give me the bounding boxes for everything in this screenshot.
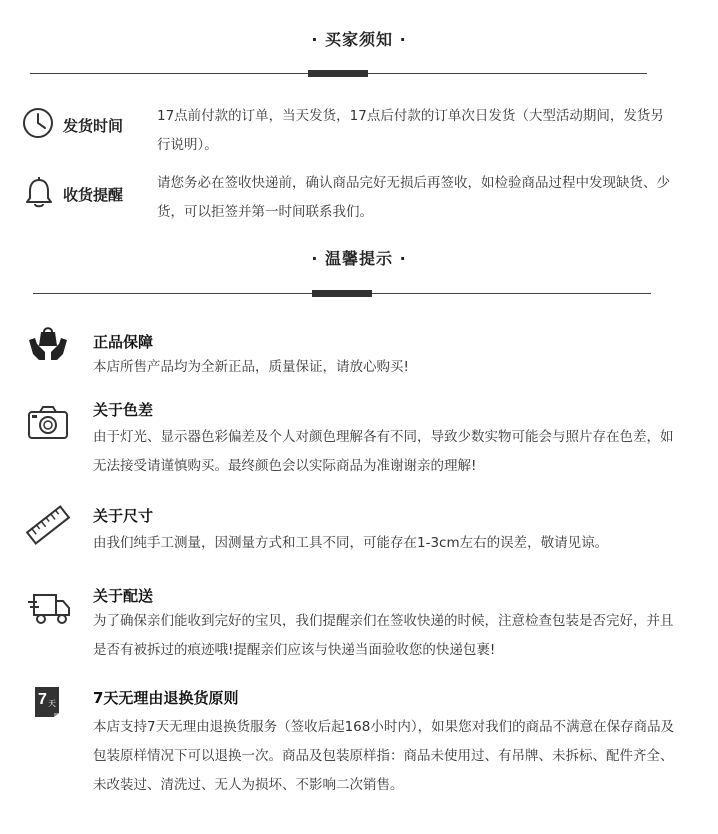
tip-title-color: 关于色差 bbox=[93, 401, 154, 419]
tip-title-size: 关于尺寸 bbox=[93, 507, 154, 525]
tip-text-return: 本店支持7天无理由退换货服务（签收后起168小时内），如果您对我们的商品不满意在保存商品及包装原样情况下可以退换一次。商品及包装原样指：商品未使用过、有吊牌、未拆标、配件齐全、未改装过、清洗过、无人为损坏、不影响二次销售。 bbox=[93, 719, 675, 793]
receipt-reminder-label: 收货提醒 bbox=[63, 186, 124, 204]
tip-text-authentic: 本店所售产品均为全新正品，质量保证，请放心购买! bbox=[93, 359, 409, 375]
hands-bag-icon bbox=[27, 326, 69, 362]
buyer-notice-divider-bar bbox=[308, 70, 368, 77]
warm-tips-divider-bar bbox=[312, 290, 372, 297]
delivery-truck-icon bbox=[27, 592, 71, 626]
buyer-notice-title: · 买家须知 · bbox=[311, 30, 407, 49]
ruler-icon bbox=[26, 505, 70, 545]
seven-day-icon-number: 7 bbox=[38, 691, 47, 708]
bell-icon bbox=[24, 176, 54, 210]
seven-day-icon bbox=[32, 685, 62, 719]
shipping-time-label: 发货时间 bbox=[63, 117, 124, 135]
clock-icon bbox=[22, 107, 54, 139]
tip-title-authentic: 正品保障 bbox=[93, 333, 154, 351]
tip-title-return: 7天无理由退换货原则 bbox=[93, 689, 239, 707]
seven-day-icon-unit: 天 bbox=[48, 699, 56, 708]
tip-text-size: 由我们纯手工测量，因测量方式和工具不同，可能存在1-3cm左右的误差，敬请见谅。 bbox=[93, 535, 609, 551]
tip-text-color: 由于灯光、显示器色彩偏差及个人对颜色理解各有不同，导致少数实物可能会与照片存在色差，如无法接受请谨慎购买。最终颜色会以实际商品为准谢谢亲的理解! bbox=[93, 429, 674, 474]
warm-tips-title: · 温馨提示 · bbox=[311, 249, 407, 268]
shipping-time-text: 17点前付款的订单，当天发货，17点后付款的订单次日发货（大型活动期间，发货另行说明）。 bbox=[157, 108, 664, 153]
tip-text-delivery: 为了确保亲们能收到完好的宝贝，我们提醒亲们在签收快递的时候，注意检查包装是否完好，并且是否有被拆过的痕迹哦!提醒亲们应该与快递当面验收您的快递包裹! bbox=[93, 613, 674, 658]
camera-icon bbox=[27, 404, 69, 440]
receipt-reminder-text: 请您务必在签收快递前，确认商品完好无损后再签收，如检验商品过程中发现缺货、少货，可以拒签并第一时间联系我们。 bbox=[157, 175, 670, 220]
tip-title-delivery: 关于配送 bbox=[93, 587, 154, 605]
